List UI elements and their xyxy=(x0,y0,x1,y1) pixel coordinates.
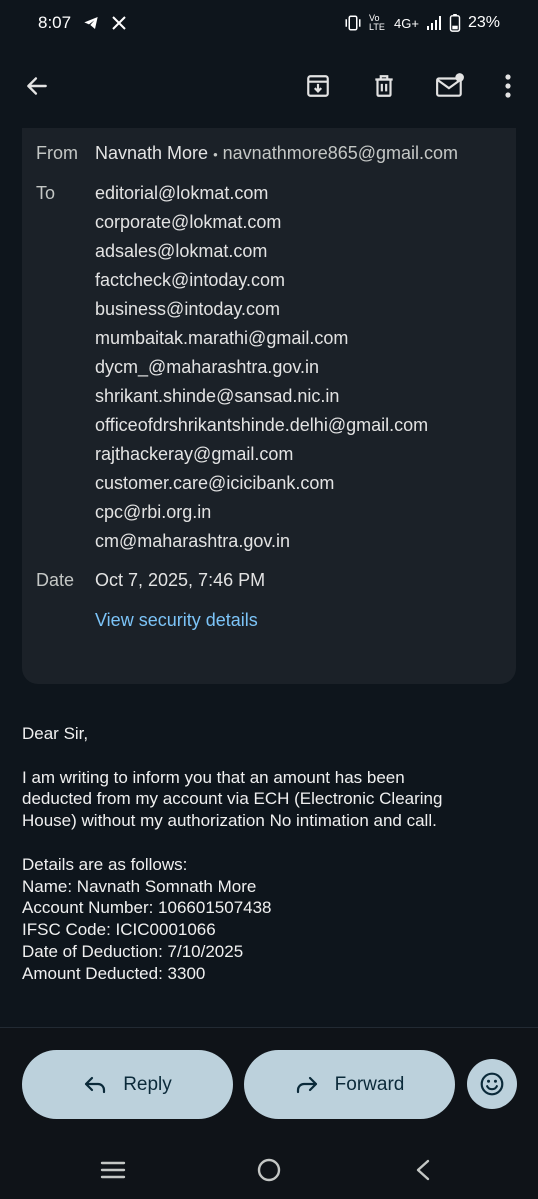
recipient-email: shrikant.shinde@sansad.nic.in xyxy=(95,386,340,406)
detail-account-number: Account Number: 106601507438 xyxy=(22,898,272,918)
recipient-email: adsales@lokmat.com xyxy=(95,241,268,261)
email-body xyxy=(22,723,522,985)
from-label: From xyxy=(36,143,78,163)
from-separator: • xyxy=(213,147,218,162)
recipient-email: customer.care@icicibank.com xyxy=(95,473,335,493)
battery-percent: 23% xyxy=(467,14,500,31)
body-line: I am writing to inform you that an amount has been xyxy=(22,767,405,787)
mark-unread-icon xyxy=(435,73,465,104)
detail-ifsc: IFSC Code: ICIC0001066 xyxy=(22,920,216,940)
status-time: 8:07 xyxy=(38,13,72,32)
more-vert-icon xyxy=(504,73,512,104)
back-arrow-icon xyxy=(24,73,50,104)
recipient-email: editorial@lokmat.com xyxy=(95,183,269,203)
detail-amount: Amount Deducted: 3300 xyxy=(22,963,206,983)
recipient-email: factcheck@intoday.com xyxy=(95,270,286,290)
to-label: To xyxy=(36,183,56,203)
recents-icon[interactable] xyxy=(100,1160,126,1180)
details-block xyxy=(22,854,522,985)
detail-date: Date of Deduction: 7/10/2025 xyxy=(22,941,244,961)
mark-unread-button[interactable] xyxy=(428,66,472,110)
forward-button[interactable] xyxy=(244,1050,455,1119)
emoji-icon xyxy=(479,1071,505,1097)
recipient-email: officeofdrshrikantshinde.delhi@gmail.com xyxy=(95,415,429,435)
recipient-email: dycm_@maharashtra.gov.in xyxy=(95,357,320,377)
react-emoji-button[interactable] xyxy=(467,1059,517,1109)
sender-email: navnathmore865@gmail.com xyxy=(222,143,459,163)
reply-label: Reply xyxy=(123,1073,172,1095)
archive-button[interactable] xyxy=(296,66,340,110)
x-icon xyxy=(111,15,127,31)
recipient-list xyxy=(95,181,428,558)
back-nav-icon[interactable] xyxy=(414,1159,432,1181)
system-nav-bar xyxy=(0,1140,538,1199)
forward-label: Forward xyxy=(334,1073,405,1095)
email-details-card xyxy=(22,128,516,684)
body-line: House) without my authorization No intimation and call. xyxy=(22,811,437,831)
battery-icon xyxy=(449,14,461,32)
date-label: Date xyxy=(36,570,75,590)
back-button[interactable] xyxy=(15,66,59,110)
from-value xyxy=(95,143,458,164)
more-options-button[interactable] xyxy=(486,66,530,110)
recipient-email: cm@maharashtra.gov.in xyxy=(95,531,291,551)
recipient-email: cpc@rbi.org.in xyxy=(95,502,212,522)
network-type: 4G+ xyxy=(394,15,419,31)
recipient-email: mumbaitak.marathi@gmail.com xyxy=(95,328,349,348)
home-icon[interactable] xyxy=(257,1158,281,1182)
status-bar xyxy=(0,0,538,46)
sender-name: Navnath More xyxy=(95,143,209,163)
detail-name: Name: Navnath Somnath More xyxy=(22,876,257,896)
delete-icon xyxy=(371,73,397,104)
volte-indicator: Vo LTE xyxy=(369,13,385,32)
archive-icon xyxy=(305,73,331,104)
signal-icon xyxy=(426,15,442,31)
date-value: Oct 7, 2025, 7:46 PM xyxy=(95,570,266,590)
reply-icon xyxy=(83,1075,107,1095)
view-security-details-link[interactable]: View security details xyxy=(95,610,258,630)
body-paragraph xyxy=(22,767,522,832)
recipient-email: business@intoday.com xyxy=(95,299,281,319)
body-line: deducted from my account via ECH (Electronic Clearing xyxy=(22,789,443,809)
delete-button[interactable] xyxy=(362,66,406,110)
status-left xyxy=(38,13,127,33)
greeting: Dear Sir, xyxy=(22,724,89,743)
details-heading: Details are as follows: xyxy=(22,854,188,874)
telegram-icon xyxy=(83,15,99,31)
recipient-email: corporate@lokmat.com xyxy=(95,212,282,232)
forward-icon xyxy=(295,1075,319,1095)
recipient-email: rajthackeray@gmail.com xyxy=(95,444,294,464)
app-bar xyxy=(0,50,538,126)
vibrate-icon xyxy=(344,15,362,31)
status-right xyxy=(344,14,500,32)
reply-button[interactable] xyxy=(22,1050,233,1119)
